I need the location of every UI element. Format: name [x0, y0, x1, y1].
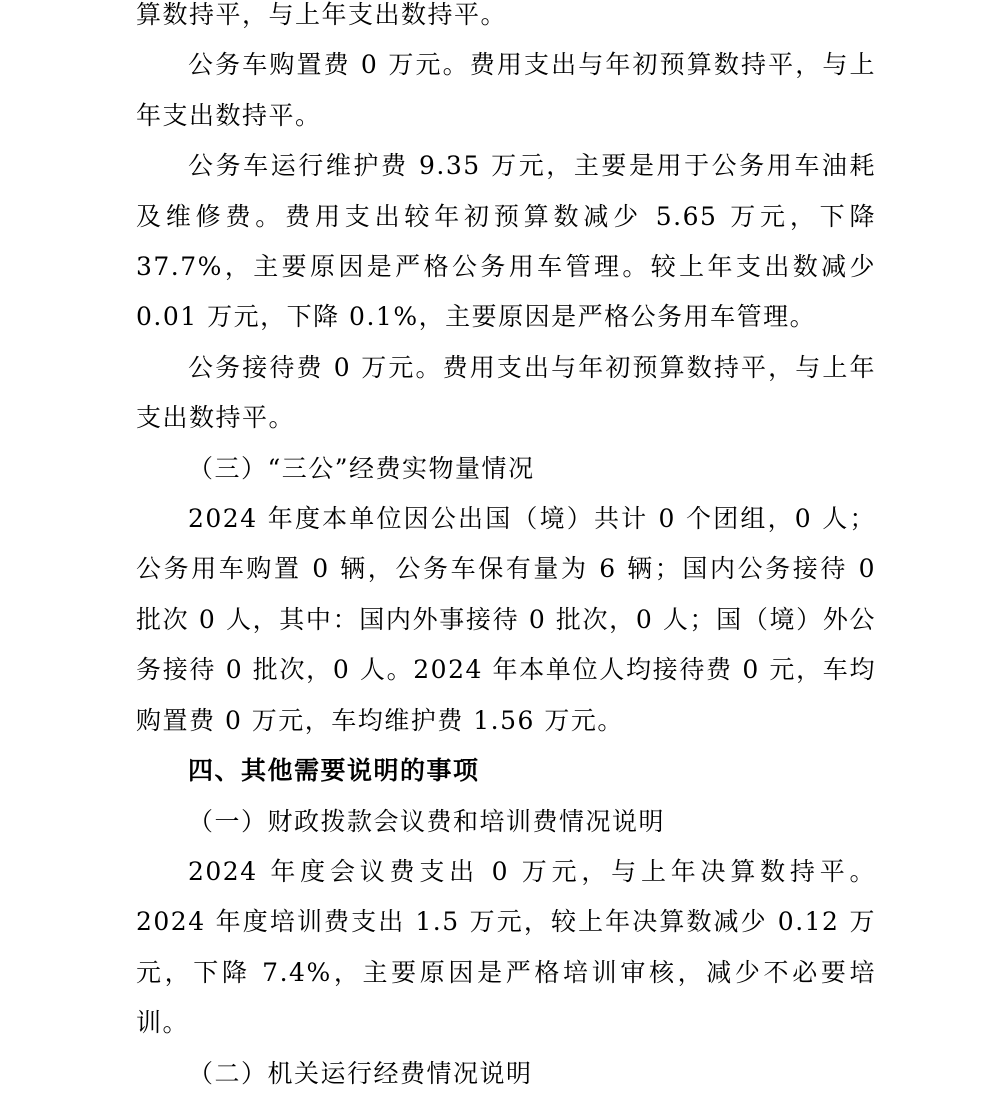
paragraph-reception: 公务接待费 0 万元。费用支出与年初预算数持平，与上年支出数持平。	[136, 352, 876, 433]
sub-heading-physical-quantity: （三）“三公”经费实物量情况	[188, 453, 535, 483]
document-page	[136, 0, 876, 1099]
paragraph-physical-quantity: 2024 年度本单位因公出国（境）共计 0 个团组，0 人；公务用车购置 0 辆，公务车保有量为 6 辆；国内公务接待 0 批次 0 人，其中：国内外事接待 0 批次，0 人；国（境）外公务接待 0 批次，0 人。2024 年本单位人均接待费 0 元，车均购置费 0 万元，车均维护费 1.56 万元。	[136, 504, 876, 735]
sub-heading-operating-expenses: （二）机关运行经费情况说明	[188, 1058, 533, 1088]
paragraph-vehicle-purchase: 公务车购置费 0 万元。费用支出与年初预算数持平，与上年支出数持平。	[136, 50, 876, 130]
section-heading-other-matters: 四、其他需要说明的事项	[188, 756, 480, 786]
paragraph-meeting-training: 2024 年度会议费支出 0 万元，与上年决算数持平。2024 年度培训费支出 1.5 万元，较上年决算数减少 0.12 万元，下降 7.4%，主要原因是严格培训审核，减少不必要培训。	[136, 856, 876, 1038]
paragraph-continuation: 算数持平，与上年支出数持平。	[136, 0, 508, 29]
paragraph-vehicle-maintenance: 公务车运行维护费 9.35 万元，主要是用于公务用车油耗及维修费。费用支出较年初预算数减少 5.65 万元，下降 37.7%，主要原因是严格公务用车管理。较上年支出数减少 0.01 万元，下降 0.1%，主要原因是严格公务用车管理。	[136, 151, 876, 332]
sub-heading-meeting-training: （一）财政拨款会议费和培训费情况说明	[188, 806, 666, 836]
